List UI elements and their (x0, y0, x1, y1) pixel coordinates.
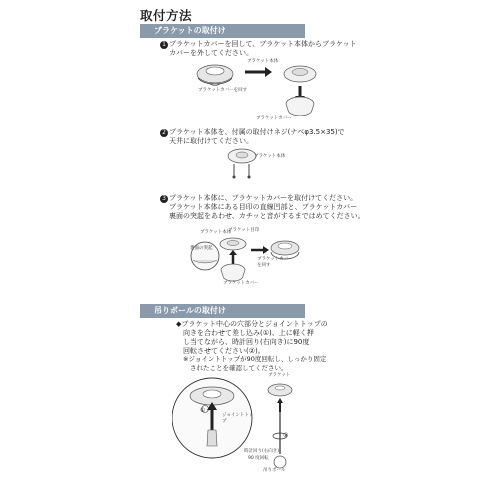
label-cover-3: ブラケットカバー (223, 281, 259, 286)
step-2-number: 2 (160, 129, 168, 137)
note-line-1: ※ジョイントトップが90度回転し、しっかり固定 (183, 355, 327, 363)
label-ball: 吊りボール (263, 468, 286, 473)
label-back-protrusion: 裏面の突起 (190, 246, 213, 251)
step-2-diagram (222, 146, 262, 182)
step-2-text (160, 128, 360, 146)
step-3-line-2: ブラケット本体にある目印の直線凹部と、ブラケットカバー (169, 203, 358, 211)
step-1-number: 1 (160, 41, 168, 49)
step-3-line-3: 裏面の突起をあわせ、カチッと音がするまではめてください。 (169, 212, 365, 220)
instr-line-3: し当てながら、時計回り(右向き)に90度 (183, 338, 310, 346)
page-title: 取付方法 (140, 8, 193, 23)
label-bracket-body-2: ブラケット本体 (254, 154, 286, 159)
label-clockwise: 時計回り(右向き) (244, 449, 280, 454)
step-3-number: 3 (160, 195, 168, 203)
label-circle-1: ① (200, 407, 206, 414)
step-3-text (160, 194, 380, 221)
step-1-line-1: ブラケットカバーを回して、ブラケット本体からブラケット (169, 40, 357, 48)
label-turn-cover-1: ブラケットカバーを回す (198, 88, 248, 93)
step-2-line-1: ブラケット本体を、付属の取付けネジ(ナベφ3.5×35)で (169, 128, 345, 136)
label-turn-cover-3: ブラケットカバーを回す (257, 257, 293, 268)
section-2-instructions (176, 320, 346, 356)
step-3-line-1: ブラケット本体に、ブラケットカバーを取付けてください。 (169, 194, 358, 202)
instr-line-1: ブラケット中心の穴部分とジョイントトップの (181, 320, 328, 328)
label-circle-2: ② (283, 432, 289, 439)
section-2-diagram (172, 372, 312, 478)
bullet-icon: ◆ (176, 320, 182, 328)
label-rotate-90: 90 度回転 (248, 456, 269, 461)
label-cover-1: ブラケットカバー (256, 116, 292, 121)
label-bracket-s2: ブラケット (268, 373, 291, 378)
bracket-cover (286, 97, 314, 116)
step-1-line-2: カバーを外してください。 (169, 49, 253, 57)
label-joint-top: ジョイントトップ (222, 413, 254, 424)
instr-line-2: 向きを合わせて差し込み(①)、上に軽く押 (183, 329, 314, 337)
label-bracket-body-3: ブラケット本体 (200, 230, 232, 235)
instr-line-4: 回転させてください(②)。 (183, 347, 265, 355)
note-line-2: されたことを確認してください。 (190, 364, 288, 372)
section-bar-bracket: ブラケットの取付け (140, 24, 305, 38)
label-bracket-body-1: ブラケット本体 (247, 59, 279, 64)
step-1-diagram (190, 56, 340, 116)
label-bracket-mark: ブラケット目印 (228, 228, 260, 233)
section-bar-ball: 吊りボールの取付け (140, 304, 305, 318)
step-2-line-2: 天井に取付けてください。 (169, 137, 253, 145)
section-2-note (183, 355, 353, 373)
